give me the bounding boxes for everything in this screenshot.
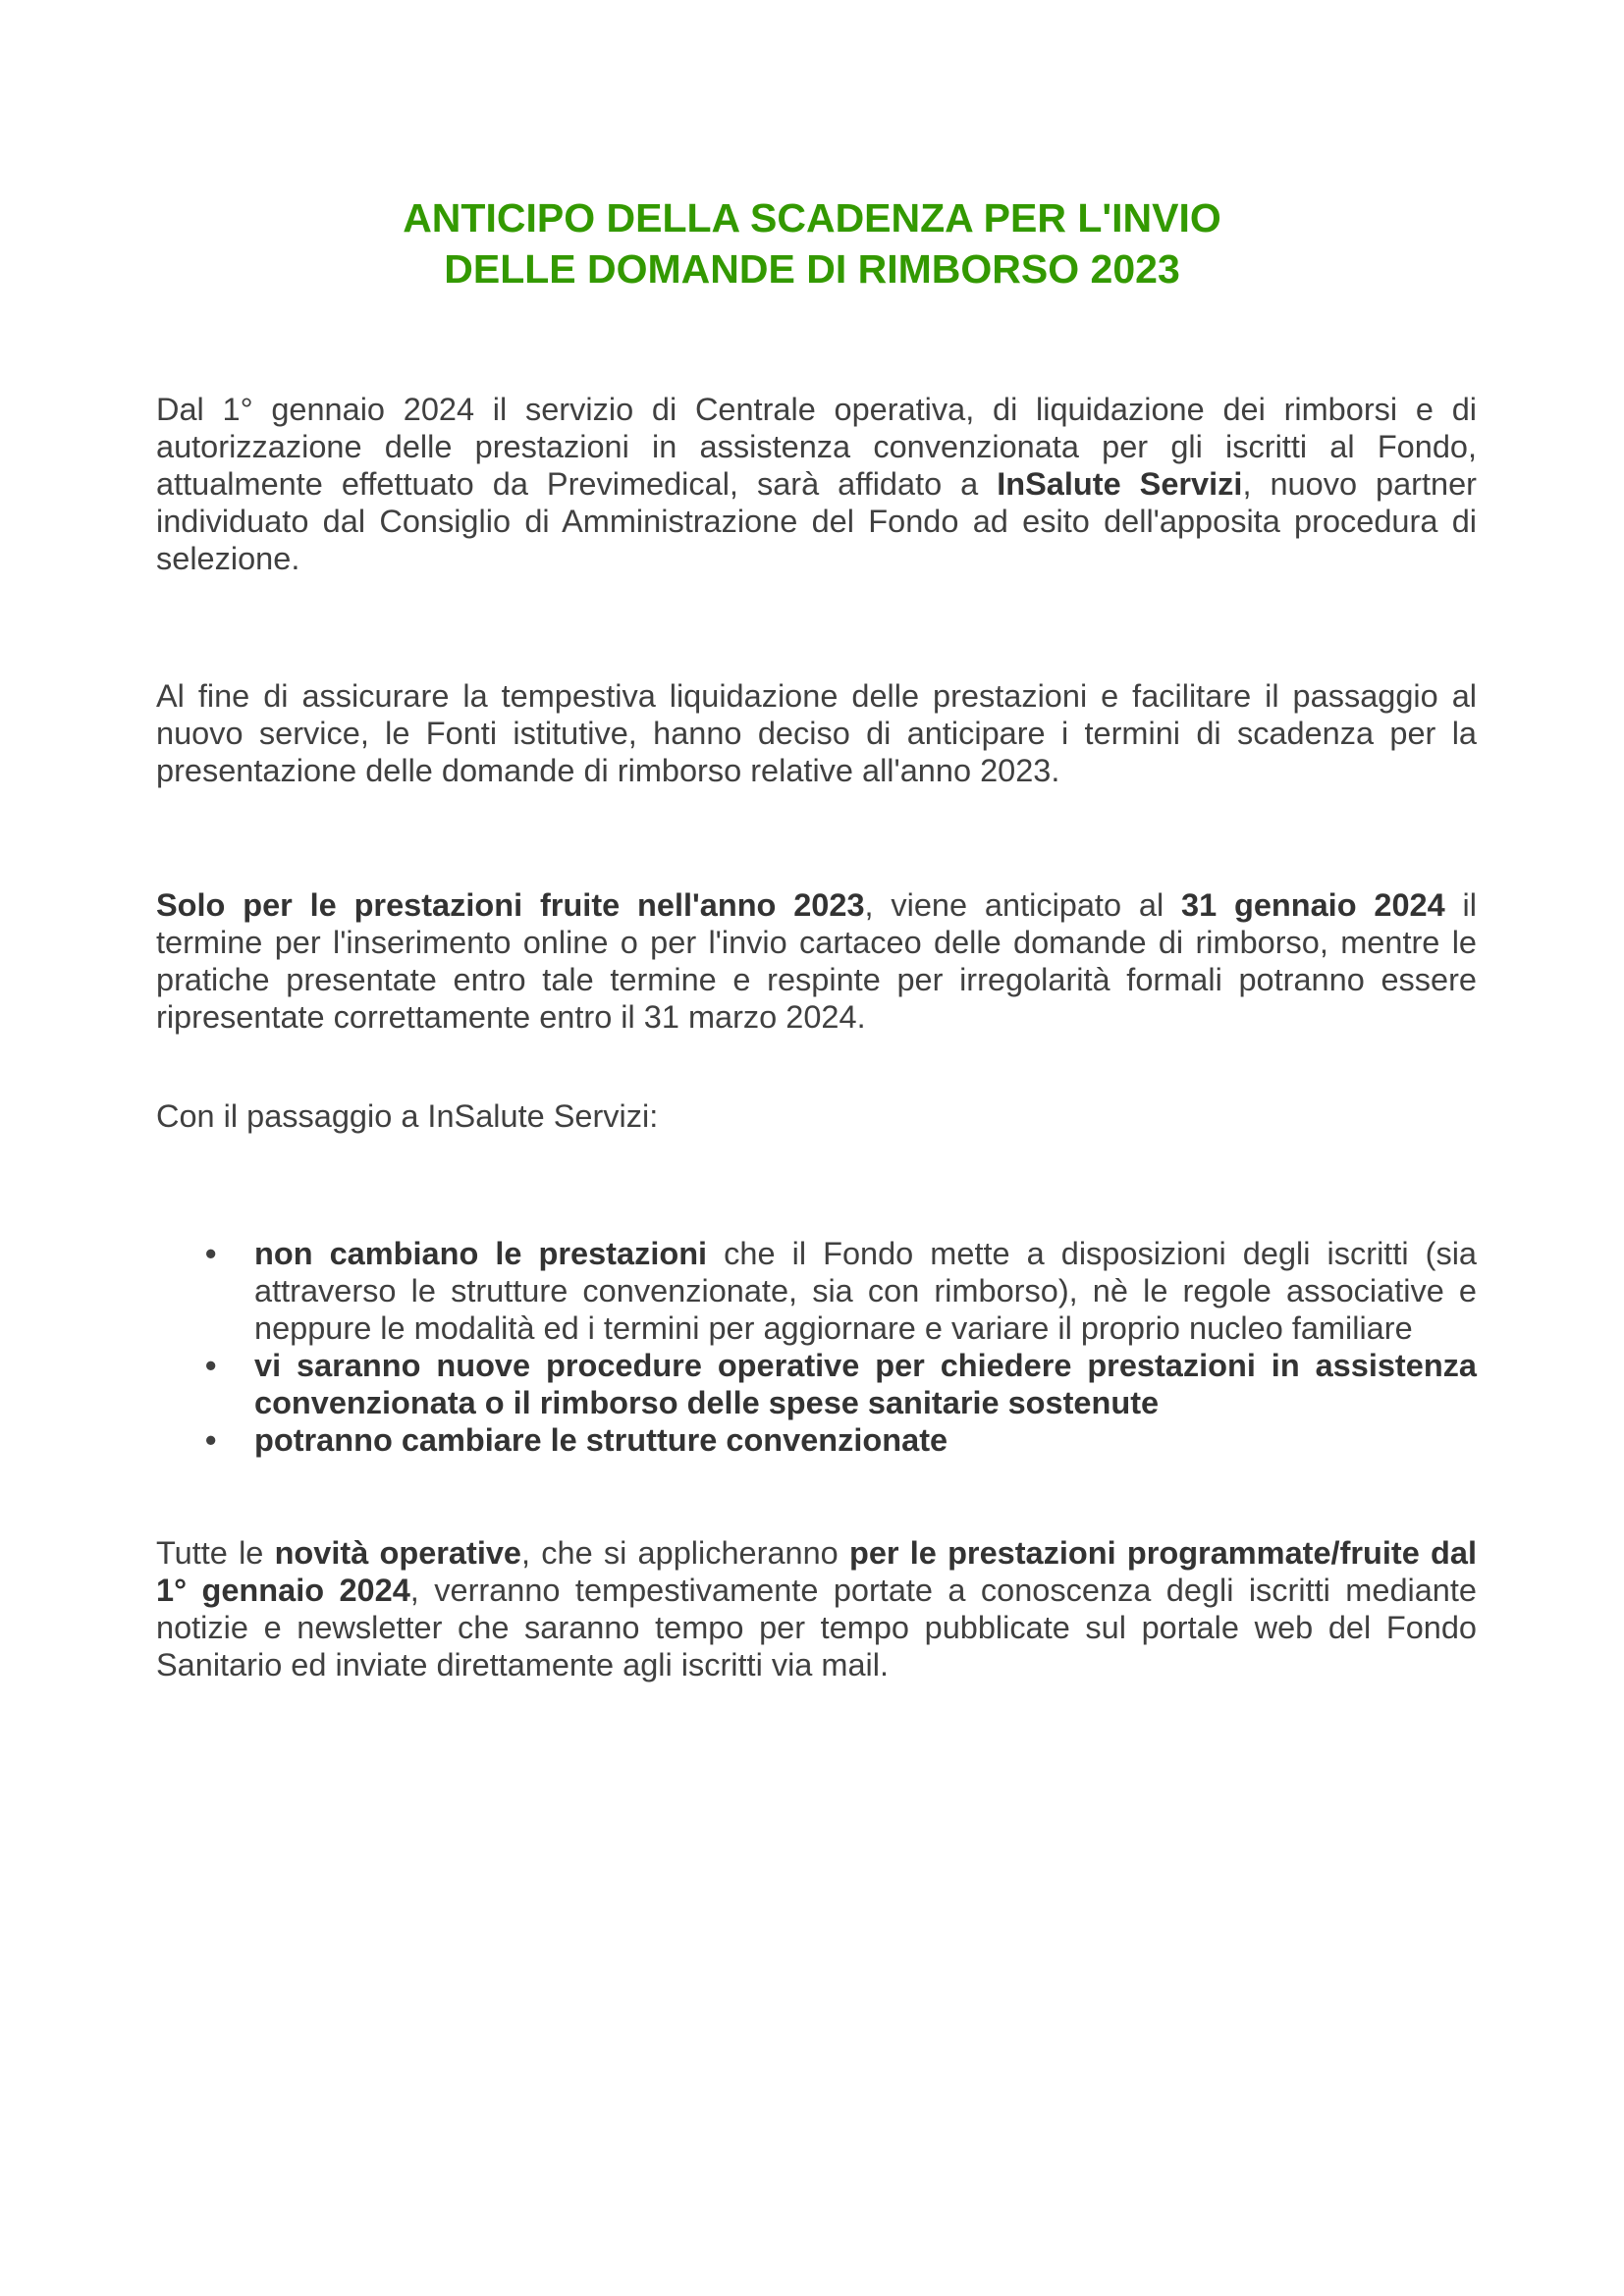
paragraph-text: Con il passaggio a InSalute Servizi: [156, 1098, 659, 1134]
paragraph-deadline-reason [156, 677, 1477, 789]
highlight-scope: Solo per le prestazioni fruite nell'anno 2023 [156, 887, 865, 923]
list-item-bold: vi saranno nuove procedure operative per chiedere prestazioni in assistenza convenzionata o il rimborso delle spese sanitarie sostenute [254, 1348, 1477, 1420]
list-item-text: che il Fondo mette a disposizioni degli iscritti (sia attraverso le strutture convenzionate, sia con rimborso), nè le regole associative e neppure le modalità ed i termini per aggiornare e variare il proprio nucleo familiare [254, 1236, 1477, 1346]
list-item-bold: non cambiano le prestazioni [254, 1236, 708, 1271]
highlight-deadline-date: 31 gennaio 2024 [1181, 887, 1445, 923]
paragraph-text: , nuovo partner individuato dal Consiglio di Amministrazione del Fondo ad esito dell'apposita procedura di selezione. [156, 466, 1477, 576]
list-item-bold: potranno cambiare le strutture convenzionate [254, 1422, 948, 1458]
highlight-operational-news: novità operative [274, 1535, 522, 1571]
paragraph-intro-list [156, 1097, 1477, 1135]
paragraph-communications [156, 1534, 1477, 1683]
bullet-icon: • [205, 1422, 217, 1458]
paragraph-text: , verranno tempestivamente portate a conoscenza degli iscritti mediante notizie e newsletter che saranno tempo per tempo pubblicate sul portale web del Fondo Sanitario ed inviate direttamente agli iscritti via mail. [156, 1573, 1477, 1682]
highlight-effective-date: per le prestazioni programmate/fruite dal 1° gennaio 2024 [156, 1535, 1477, 1608]
title-line-2: DELLE DOMANDE DI RIMBORSO 2023 [444, 246, 1180, 292]
document-title [0, 192, 1624, 294]
title-line-1: ANTICIPO DELLA SCADENZA PER L'INVIO [403, 195, 1221, 240]
bullet-icon: • [205, 1236, 217, 1271]
paragraph-text: Al fine di assicurare la tempestiva liquidazione delle prestazioni e facilitare il passaggio al nuovo service, le Fonti istitutive, hanno deciso di anticipare i termini di scadenza per la presentazione delle domande di rimborso relative all'anno 2023. [156, 678, 1477, 788]
paragraph-text: il termine per l'inserimento online o per l'invio cartaceo delle domande di rimborso, mentre le pratiche presentate entro tale termine e respinte per irregolarità formali potranno essere ripresentate correttamente entro il 31 marzo 2024. [156, 887, 1477, 1035]
list-item [156, 1235, 1477, 1347]
paragraph-text: , viene anticipato al [864, 887, 1181, 923]
paragraph-service-transfer [156, 391, 1477, 577]
partner-name: InSalute Servizi [997, 466, 1243, 502]
list-item [156, 1421, 1477, 1459]
paragraph-text: Dal 1° gennaio 2024 il servizio di Centrale operativa, di liquidazione dei rimborsi e di autorizzazione delle prestazioni in assistenza convenzionata per gli iscritti al Fondo, attualmente effettuato da Previmedical, sarà affidato a [156, 392, 1477, 502]
list-item [156, 1347, 1477, 1421]
bullet-icon: • [205, 1348, 217, 1383]
paragraph-text: Tutte le [156, 1535, 275, 1571]
paragraph-new-deadline [156, 886, 1477, 1036]
paragraph-text: , che si applicheranno [521, 1535, 849, 1571]
changes-list [156, 1235, 1477, 1459]
